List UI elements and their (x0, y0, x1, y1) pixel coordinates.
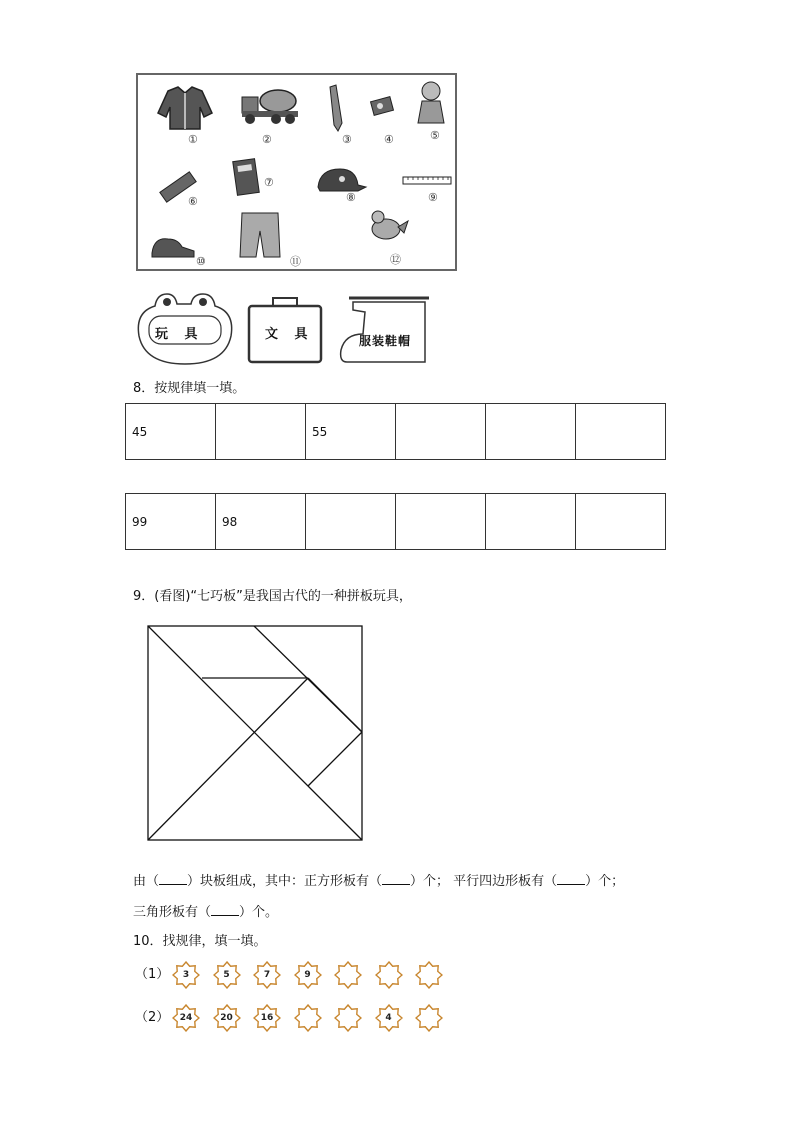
star-badge (213, 1004, 241, 1032)
cap-icon (312, 163, 368, 197)
q10-row1-label: （1） (135, 967, 170, 982)
star-number (415, 1004, 443, 1032)
star-number: 20 (220, 1013, 233, 1023)
item-label-5: ⑤ (430, 129, 440, 142)
seq-cell-blank[interactable] (486, 494, 576, 550)
star-number: 16 (260, 1013, 274, 1023)
mixer-truck-icon (238, 83, 304, 125)
ruler-icon (402, 175, 454, 187)
category-stationery: 文 具 (265, 327, 314, 342)
star-number: 3 (182, 970, 190, 980)
seq-cell-blank[interactable] (486, 404, 576, 460)
q9-text: ）个； 平行四边形板有（ (410, 874, 558, 889)
star-badge-blank[interactable] (375, 961, 403, 989)
seq-cell-blank[interactable] (396, 494, 486, 550)
calculator-icon (232, 157, 262, 197)
star-number (294, 1004, 322, 1032)
item-label-9: ⑨ (428, 191, 438, 204)
q9-text: ）块板组成，其中：正方形板有（ (187, 874, 383, 889)
tangram-diagram (146, 624, 366, 842)
shoes-icon (148, 227, 200, 261)
star-number (334, 1004, 362, 1032)
star-badge (172, 1004, 200, 1032)
item-label-11: ⑪ (290, 255, 301, 268)
q9-text: 由（ (133, 874, 160, 889)
star-number (375, 961, 403, 989)
star-badge (172, 961, 200, 989)
star-badge (294, 961, 322, 989)
item-label-6: ⑥ (188, 195, 198, 208)
seq-cell-blank[interactable] (306, 494, 396, 550)
seq-cell: 99 (126, 494, 216, 550)
answer-blank-pieces[interactable] (159, 870, 187, 885)
star-badge-blank[interactable] (415, 961, 443, 989)
tangram-diagonal-partial (148, 678, 308, 840)
seq-cell-blank[interactable] (216, 404, 306, 460)
shorts-icon (238, 209, 284, 261)
category-clothing: 服装鞋帽 (359, 334, 412, 348)
q8-table-1 (125, 403, 666, 460)
answer-blank-parallelograms[interactable] (557, 870, 585, 885)
item-label-2: ② (262, 133, 272, 146)
item-label-12: ⑫ (390, 253, 401, 266)
q10-title: 10．找规律，填一填。 (133, 934, 267, 949)
star-badge-blank[interactable] (415, 1004, 443, 1032)
seq-cell: 45 (126, 404, 216, 460)
star-number: 4 (385, 1013, 392, 1023)
item-label-3: ③ (342, 133, 352, 146)
tangram-edge-square-top (308, 678, 362, 732)
answer-blank-squares[interactable] (382, 870, 410, 885)
category-boxes (133, 290, 433, 370)
star-badge (253, 1004, 281, 1032)
pencil-icon (324, 83, 346, 133)
star-number: 7 (263, 970, 271, 980)
jacket-icon (154, 83, 216, 133)
star-number (415, 961, 443, 989)
q9-text: ）个； (585, 874, 625, 889)
q9-line-2 (133, 901, 278, 922)
seq-cell-blank[interactable] (576, 494, 666, 550)
category-toys: 玩 具 (155, 327, 204, 342)
seq-cell: 98 (216, 494, 306, 550)
bird-toy-icon (364, 205, 410, 245)
star-number: 9 (304, 970, 311, 980)
q9-text: ）个。 (239, 905, 279, 920)
seq-cell-blank[interactable] (576, 404, 666, 460)
tangram-edge-square-right (308, 732, 362, 786)
seq-cell-blank[interactable] (396, 404, 486, 460)
doll-icon (414, 79, 448, 129)
star-badge-blank[interactable] (294, 1004, 322, 1032)
star-badge (213, 961, 241, 989)
seq-cell: 55 (306, 404, 396, 460)
item-label-8: ⑧ (346, 191, 356, 204)
table-row (126, 494, 666, 550)
q9-title: 9．(看图)“七巧板”是我国古代的一种拼板玩具， (133, 589, 412, 604)
q10-row2-label: （2） (135, 1010, 170, 1025)
item-label-1: ① (188, 133, 198, 146)
star-number: 5 (223, 970, 230, 980)
star-badge-blank[interactable] (334, 961, 362, 989)
star-number: 24 (179, 1013, 193, 1023)
answer-blank-triangles[interactable] (211, 901, 239, 916)
star-badge-blank[interactable] (334, 1004, 362, 1032)
star-badge (253, 961, 281, 989)
item-label-4: ④ (384, 133, 394, 146)
star-badge (375, 1004, 403, 1032)
q9-text: 三角形板有（ (133, 905, 212, 920)
star-number (334, 961, 362, 989)
item-label-7: ⑦ (264, 176, 274, 189)
q8-title: 8．按规律填一填。 (133, 381, 246, 396)
q9-line-1 (133, 870, 624, 891)
sharpener-icon (368, 93, 398, 117)
item-label-10: ⑩ (196, 255, 206, 268)
items-picture (136, 73, 457, 271)
table-row (126, 404, 666, 460)
q8-table-2 (125, 493, 666, 550)
